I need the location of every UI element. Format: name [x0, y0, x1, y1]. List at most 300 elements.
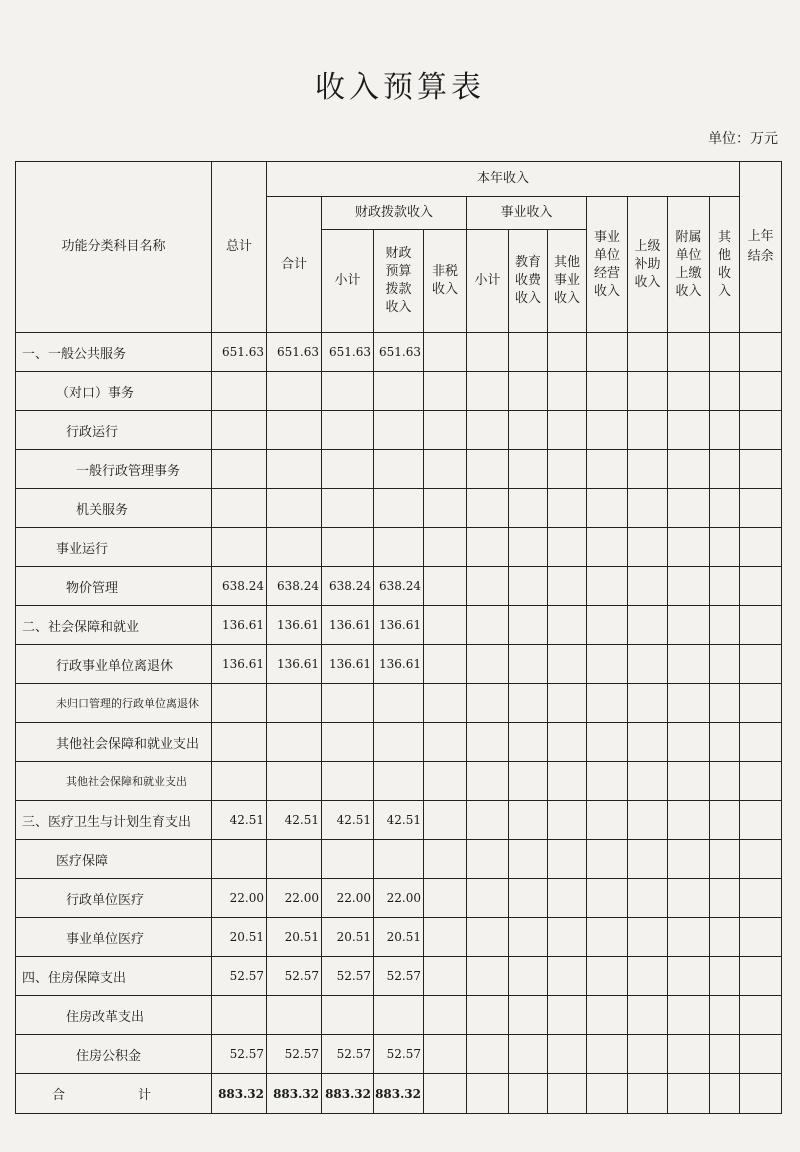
empty-cell [710, 411, 740, 450]
empty-cell [710, 957, 740, 996]
empty-cell [628, 918, 668, 957]
empty-cell [509, 1035, 548, 1074]
cell-sub: 638.24 [322, 567, 374, 606]
empty-cell [740, 957, 782, 996]
cell-sum: 52.57 [267, 1035, 322, 1074]
empty-cell [710, 1074, 740, 1114]
empty-cell [710, 996, 740, 1035]
cell-budget [374, 489, 424, 528]
cell-total [212, 684, 267, 723]
cell-sum: 20.51 [267, 918, 322, 957]
empty-cell [740, 1074, 782, 1114]
table-row [16, 489, 782, 528]
empty-cell [668, 528, 710, 567]
cell-budget [374, 684, 424, 723]
cell-sub [322, 762, 374, 801]
header-other: 其他收入 [710, 197, 740, 333]
empty-cell [668, 567, 710, 606]
cell-total: 651.63 [212, 333, 267, 372]
cell-budget [374, 450, 424, 489]
empty-cell [509, 606, 548, 645]
row-name: 医疗保障 [16, 840, 212, 879]
table-row [16, 684, 782, 723]
empty-cell [628, 450, 668, 489]
row-name: 行政运行 [16, 411, 212, 450]
empty-cell [467, 918, 509, 957]
cell-total: 883.32 [212, 1074, 267, 1114]
empty-cell [740, 450, 782, 489]
empty-cell [710, 489, 740, 528]
cell-sub [322, 840, 374, 879]
empty-cell [587, 1035, 628, 1074]
header-career: 事业收入 [467, 197, 587, 230]
row-name: （对口）事务 [16, 372, 212, 411]
cell-sum [267, 450, 322, 489]
empty-cell [424, 645, 467, 684]
table-row [16, 1035, 782, 1074]
table-row [16, 723, 782, 762]
empty-cell [710, 567, 740, 606]
empty-cell [509, 567, 548, 606]
empty-cell [668, 918, 710, 957]
cell-budget: 651.63 [374, 333, 424, 372]
empty-cell [740, 333, 782, 372]
empty-cell [668, 489, 710, 528]
empty-cell [509, 372, 548, 411]
empty-cell [668, 879, 710, 918]
empty-cell [548, 333, 587, 372]
empty-cell [467, 1074, 509, 1114]
cell-sub [322, 372, 374, 411]
empty-cell [710, 333, 740, 372]
cell-total [212, 996, 267, 1035]
cell-sum: 52.57 [267, 957, 322, 996]
empty-cell [467, 333, 509, 372]
cell-total [212, 723, 267, 762]
empty-cell [740, 996, 782, 1035]
empty-cell [509, 411, 548, 450]
empty-cell [668, 723, 710, 762]
empty-cell [740, 762, 782, 801]
empty-cell [587, 333, 628, 372]
header-fiscal-sub: 小计 [322, 230, 374, 333]
table-row [16, 918, 782, 957]
cell-sub [322, 450, 374, 489]
cell-budget: 136.61 [374, 606, 424, 645]
row-name: 事业运行 [16, 528, 212, 567]
empty-cell [548, 684, 587, 723]
empty-cell [668, 684, 710, 723]
page-title: 收入预算表 [315, 70, 485, 105]
cell-sub: 136.61 [322, 606, 374, 645]
cell-sub: 20.51 [322, 918, 374, 957]
row-name: 物价管理 [16, 567, 212, 606]
cell-sub [322, 411, 374, 450]
cell-total: 22.00 [212, 879, 267, 918]
empty-cell [548, 879, 587, 918]
cell-total [212, 528, 267, 567]
empty-cell [509, 723, 548, 762]
empty-cell [668, 372, 710, 411]
empty-cell [548, 1074, 587, 1114]
cell-sum [267, 723, 322, 762]
empty-cell [628, 489, 668, 528]
cell-budget [374, 840, 424, 879]
cell-total: 136.61 [212, 645, 267, 684]
empty-cell [710, 606, 740, 645]
total-row [16, 1074, 782, 1114]
cell-budget: 20.51 [374, 918, 424, 957]
empty-cell [548, 996, 587, 1035]
empty-cell [710, 879, 740, 918]
empty-cell [628, 372, 668, 411]
header-carryover: 上年结余 [740, 162, 782, 333]
row-name: 四、住房保障支出 [16, 957, 212, 996]
cell-sum: 136.61 [267, 645, 322, 684]
empty-cell [467, 840, 509, 879]
header-nontax: 非税收入 [424, 230, 467, 333]
empty-cell [467, 879, 509, 918]
row-name: 合 计 [16, 1074, 212, 1114]
cell-sum [267, 528, 322, 567]
empty-cell [587, 372, 628, 411]
empty-cell [587, 528, 628, 567]
cell-sum [267, 996, 322, 1035]
row-name: 住房改革支出 [16, 996, 212, 1035]
empty-cell [509, 528, 548, 567]
empty-cell [628, 801, 668, 840]
empty-cell [740, 411, 782, 450]
empty-cell [668, 606, 710, 645]
header-total: 总计 [212, 162, 267, 333]
header-fiscal-budget: 财政预算拨款收入 [374, 230, 424, 333]
empty-cell [628, 957, 668, 996]
header-name: 功能分类科目名称 [16, 162, 212, 333]
empty-cell [424, 801, 467, 840]
header-fiscal: 财政拨款收入 [322, 197, 467, 230]
empty-cell [548, 957, 587, 996]
empty-cell [467, 489, 509, 528]
empty-cell [740, 372, 782, 411]
empty-cell [587, 1074, 628, 1114]
empty-cell [509, 1074, 548, 1114]
cell-sum: 136.61 [267, 606, 322, 645]
cell-total [212, 489, 267, 528]
empty-cell [424, 1035, 467, 1074]
empty-cell [740, 723, 782, 762]
empty-cell [587, 606, 628, 645]
empty-cell [548, 840, 587, 879]
empty-cell [509, 450, 548, 489]
empty-cell [740, 684, 782, 723]
empty-cell [587, 801, 628, 840]
cell-total: 20.51 [212, 918, 267, 957]
empty-cell [628, 762, 668, 801]
empty-cell [509, 801, 548, 840]
row-name: 行政事业单位离退休 [16, 645, 212, 684]
empty-cell [710, 684, 740, 723]
cell-sum: 42.51 [267, 801, 322, 840]
cell-sub: 42.51 [322, 801, 374, 840]
empty-cell [424, 684, 467, 723]
empty-cell [467, 372, 509, 411]
cell-budget: 52.57 [374, 1035, 424, 1074]
empty-cell [548, 762, 587, 801]
cell-budget: 22.00 [374, 879, 424, 918]
row-name: 未归口管理的行政单位离退休 [16, 684, 212, 723]
empty-cell [548, 918, 587, 957]
empty-cell [548, 528, 587, 567]
table-row [16, 801, 782, 840]
empty-cell [424, 606, 467, 645]
empty-cell [710, 762, 740, 801]
empty-cell [740, 918, 782, 957]
cell-sub [322, 528, 374, 567]
cell-sub [322, 996, 374, 1035]
table-row [16, 840, 782, 879]
income-budget-table [15, 161, 782, 1114]
empty-cell [668, 801, 710, 840]
cell-budget: 136.61 [374, 645, 424, 684]
empty-cell [548, 567, 587, 606]
empty-cell [548, 450, 587, 489]
empty-cell [587, 723, 628, 762]
cell-sub: 22.00 [322, 879, 374, 918]
cell-total [212, 372, 267, 411]
row-name: 事业单位医疗 [16, 918, 212, 957]
table-row [16, 606, 782, 645]
empty-cell [710, 372, 740, 411]
empty-cell [628, 606, 668, 645]
table-row [16, 957, 782, 996]
cell-sub [322, 489, 374, 528]
empty-cell [740, 606, 782, 645]
cell-total [212, 450, 267, 489]
empty-cell [467, 411, 509, 450]
empty-cell [740, 489, 782, 528]
empty-cell [509, 840, 548, 879]
empty-cell [509, 333, 548, 372]
empty-cell [710, 801, 740, 840]
empty-cell [587, 996, 628, 1035]
empty-cell [628, 528, 668, 567]
empty-cell [668, 450, 710, 489]
table-row [16, 411, 782, 450]
cell-sub: 651.63 [322, 333, 374, 372]
cell-sub: 52.57 [322, 1035, 374, 1074]
empty-cell [424, 489, 467, 528]
empty-cell [710, 1035, 740, 1074]
row-name: 住房公积金 [16, 1035, 212, 1074]
empty-cell [710, 723, 740, 762]
empty-cell [467, 723, 509, 762]
table-row [16, 567, 782, 606]
empty-cell [587, 411, 628, 450]
empty-cell [509, 684, 548, 723]
empty-cell [628, 723, 668, 762]
empty-cell [587, 489, 628, 528]
cell-budget: 883.32 [374, 1074, 424, 1114]
empty-cell [467, 528, 509, 567]
header-sum: 合计 [267, 197, 322, 333]
empty-cell [509, 762, 548, 801]
empty-cell [587, 684, 628, 723]
cell-sub: 883.32 [322, 1074, 374, 1114]
cell-sum [267, 411, 322, 450]
empty-cell [587, 567, 628, 606]
empty-cell [628, 684, 668, 723]
empty-cell [628, 1035, 668, 1074]
empty-cell [740, 528, 782, 567]
cell-budget [374, 372, 424, 411]
empty-cell [467, 567, 509, 606]
empty-cell [628, 567, 668, 606]
row-name: 其他社会保障和就业支出 [16, 723, 212, 762]
empty-cell [424, 840, 467, 879]
empty-cell [628, 645, 668, 684]
cell-budget: 52.57 [374, 957, 424, 996]
empty-cell [548, 372, 587, 411]
header-edu: 教育收费收入 [509, 230, 548, 333]
empty-cell [424, 957, 467, 996]
header-career-sub: 小计 [467, 230, 509, 333]
empty-cell [424, 450, 467, 489]
empty-cell [710, 645, 740, 684]
empty-cell [424, 723, 467, 762]
empty-cell [467, 450, 509, 489]
empty-cell [424, 411, 467, 450]
row-name: 三、医疗卫生与计划生育支出 [16, 801, 212, 840]
empty-cell [668, 840, 710, 879]
empty-cell [628, 333, 668, 372]
empty-cell [548, 1035, 587, 1074]
empty-cell [424, 1074, 467, 1114]
empty-cell [467, 801, 509, 840]
empty-cell [587, 918, 628, 957]
cell-budget [374, 996, 424, 1035]
cell-budget: 638.24 [374, 567, 424, 606]
empty-cell [548, 489, 587, 528]
empty-cell [467, 996, 509, 1035]
empty-cell [467, 606, 509, 645]
cell-sub [322, 684, 374, 723]
empty-cell [587, 450, 628, 489]
empty-cell [509, 996, 548, 1035]
empty-cell [628, 411, 668, 450]
empty-cell [710, 528, 740, 567]
cell-sub [322, 723, 374, 762]
cell-sum: 638.24 [267, 567, 322, 606]
empty-cell [467, 762, 509, 801]
header-this-year: 本年收入 [267, 162, 740, 197]
row-name: 二、社会保障和就业 [16, 606, 212, 645]
empty-cell [424, 918, 467, 957]
empty-cell [587, 879, 628, 918]
table-row [16, 879, 782, 918]
row-name: 行政单位医疗 [16, 879, 212, 918]
empty-cell [548, 723, 587, 762]
cell-sum: 22.00 [267, 879, 322, 918]
cell-budget [374, 762, 424, 801]
table-row [16, 450, 782, 489]
row-name: 一、一般公共服务 [16, 333, 212, 372]
cell-sum [267, 489, 322, 528]
cell-total: 52.57 [212, 957, 267, 996]
empty-cell [467, 684, 509, 723]
empty-cell [740, 840, 782, 879]
row-name: 其他社会保障和就业支出 [16, 762, 212, 801]
empty-cell [424, 879, 467, 918]
row-name: 机关服务 [16, 489, 212, 528]
cell-budget: 42.51 [374, 801, 424, 840]
cell-sum [267, 372, 322, 411]
table-row [16, 528, 782, 567]
table-row [16, 762, 782, 801]
row-name: 一般行政管理事务 [16, 450, 212, 489]
cell-total [212, 840, 267, 879]
empty-cell [424, 528, 467, 567]
empty-cell [668, 333, 710, 372]
empty-cell [467, 957, 509, 996]
empty-cell [467, 1035, 509, 1074]
empty-cell [628, 996, 668, 1035]
empty-cell [740, 879, 782, 918]
empty-cell [509, 957, 548, 996]
cell-total [212, 762, 267, 801]
cell-total: 638.24 [212, 567, 267, 606]
empty-cell [710, 450, 740, 489]
table-row [16, 996, 782, 1035]
empty-cell [740, 1035, 782, 1074]
empty-cell [668, 1035, 710, 1074]
cell-total: 42.51 [212, 801, 267, 840]
table-row [16, 372, 782, 411]
cell-sub: 52.57 [322, 957, 374, 996]
empty-cell [668, 411, 710, 450]
empty-cell [424, 996, 467, 1035]
empty-cell [740, 801, 782, 840]
table-row [16, 645, 782, 684]
cell-sum: 651.63 [267, 333, 322, 372]
cell-sub: 136.61 [322, 645, 374, 684]
header-other-career: 其他事业收入 [548, 230, 587, 333]
cell-total [212, 411, 267, 450]
empty-cell [628, 1074, 668, 1114]
cell-sum [267, 840, 322, 879]
empty-cell [668, 1074, 710, 1114]
empty-cell [587, 645, 628, 684]
cell-budget [374, 411, 424, 450]
empty-cell [509, 918, 548, 957]
empty-cell [587, 840, 628, 879]
empty-cell [548, 801, 587, 840]
empty-cell [548, 645, 587, 684]
empty-cell [740, 645, 782, 684]
empty-cell [424, 372, 467, 411]
empty-cell [509, 879, 548, 918]
cell-sum [267, 762, 322, 801]
empty-cell [740, 567, 782, 606]
table-row [16, 333, 782, 372]
empty-cell [424, 333, 467, 372]
header-operating: 事业单位经营收入 [587, 197, 628, 333]
cell-sum: 883.32 [267, 1074, 322, 1114]
cell-total: 136.61 [212, 606, 267, 645]
empty-cell [628, 879, 668, 918]
empty-cell [424, 567, 467, 606]
empty-cell [668, 645, 710, 684]
empty-cell [548, 606, 587, 645]
